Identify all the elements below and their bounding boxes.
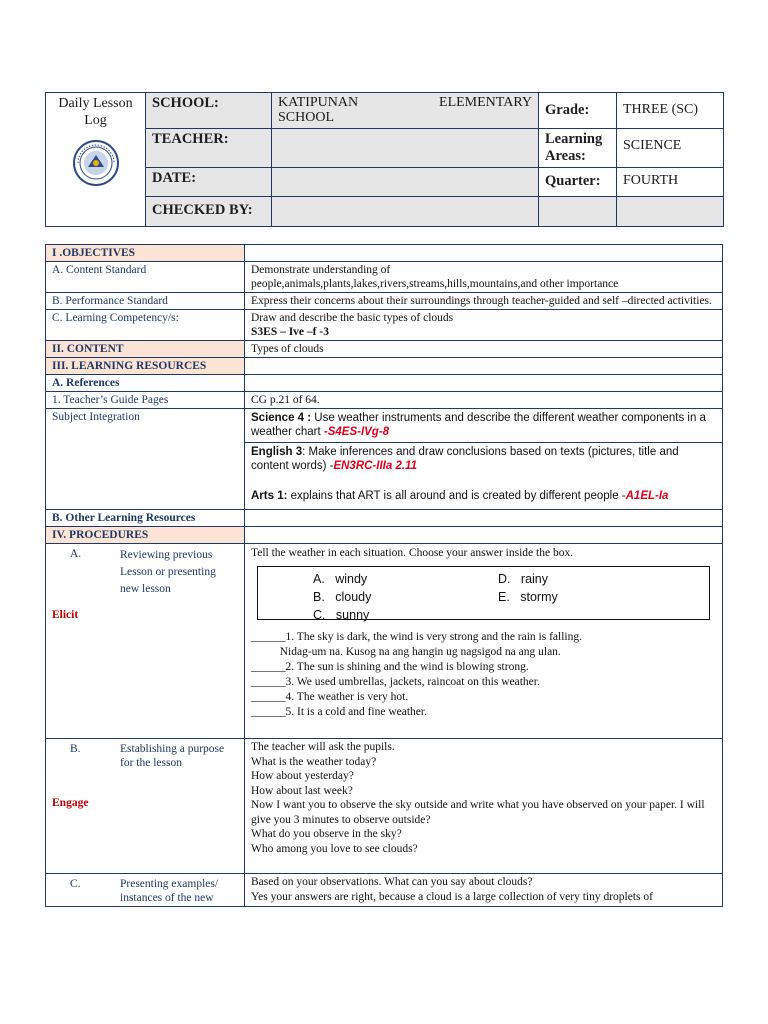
engage-line: What do you observe in the sky? xyxy=(251,828,402,840)
engage-line: How about last week? xyxy=(251,784,353,797)
resources-heading: III. LEARNING RESOURCES xyxy=(46,358,245,375)
elicit-label: Elicit xyxy=(52,609,79,621)
engage-label: Engage xyxy=(52,797,89,809)
learning-areas-value: SCIENCE xyxy=(617,129,724,168)
english-arts-integration: English 3: Make inferences and draw conclusions based on texts (pictures, title and content words) -EN3RC-IIIa 2.11 Arts 1: explains that ART is all around and is created by different people -A1EL-Ia xyxy=(251,446,679,502)
date-value xyxy=(272,168,539,197)
content-standard-label: A. Content Standard xyxy=(46,262,245,293)
tg-pages-label: 1. Teacher’s Guide Pages xyxy=(46,392,245,409)
log-title-cell xyxy=(46,93,146,227)
subject-integration-value xyxy=(245,409,723,510)
competency-code: S3ES – Ive –f -3 xyxy=(251,326,329,338)
deped-seal-icon xyxy=(72,139,120,187)
objectives-blank xyxy=(245,245,723,262)
checked-by-value xyxy=(272,197,539,227)
elicit-items xyxy=(251,630,716,720)
choices-column-2 xyxy=(498,570,558,606)
teacher-label: TEACHER: xyxy=(146,129,272,168)
references-label: A. References xyxy=(46,375,245,392)
explore-line: Based on your observations. What can you say about clouds? xyxy=(251,876,533,888)
quarter-value: FOURTH xyxy=(617,168,724,197)
school-word2: ELEMENTARY xyxy=(439,95,532,110)
choice-item: C. sunny xyxy=(313,608,370,622)
school-word3: SCHOOL xyxy=(278,110,335,125)
quarter-label: Quarter: xyxy=(539,168,617,197)
procedure-a-label: A. Reviewing previous Lesson or presenting new lesson Elicit xyxy=(46,544,245,739)
engage-line: How about yesterday? xyxy=(251,770,354,782)
choice-item: B. cloudy xyxy=(313,590,372,604)
choices-box xyxy=(257,566,710,620)
science-integration: Science 4 : Use weather instruments and describe the different weather components in a weather chart -S4ES-IVg-8 xyxy=(245,409,722,443)
log-title-line2: Log xyxy=(84,113,107,128)
performance-standard-label: B. Performance Standard xyxy=(46,293,245,310)
content-standard-value: Demonstrate understanding of people,animals,plants,lakes,rivers,streams,hills,mountains,and other importance xyxy=(245,262,723,293)
elicit-item: ______4. The weather is very hot. xyxy=(251,691,409,703)
competency-value: Draw and describe the basic types of clouds S3ES – Ive –f -3 xyxy=(245,310,723,341)
choice-item: E. stormy xyxy=(498,590,558,604)
elicit-instruction: Tell the weather in each situation. Choose your answer inside the box. xyxy=(251,547,574,559)
elicit-item: ______3. We used umbrellas, jackets, raincoat on this weather. xyxy=(251,676,540,688)
date-label: DATE: xyxy=(146,168,272,197)
explore-line: Yes your answers are right, because a cloud is a large collection of very tiny droplets of xyxy=(251,890,653,903)
school-word1: KATIPUNAN xyxy=(278,95,359,110)
engage-line: The teacher will ask the pupils. xyxy=(251,741,395,753)
choice-item: D. rainy xyxy=(498,572,549,586)
learning-areas-label: Learning Areas: xyxy=(539,129,617,168)
subject-integration-label: Subject Integration xyxy=(46,409,245,510)
content-heading: II. CONTENT xyxy=(46,341,245,358)
choices-column-1 xyxy=(313,570,371,624)
elicit-item: ______1. The sky is dark, the wind is very strong and the rain is falling. xyxy=(251,631,583,643)
procedure-a-content xyxy=(245,544,723,739)
procedures-heading: IV. PROCEDURES xyxy=(46,527,245,544)
elicit-item: ______2. The sun is shining and the wind is blowing strong. xyxy=(251,661,529,673)
choice-item: A. windy xyxy=(313,572,368,586)
blank-cell-2 xyxy=(617,197,724,227)
grade-value: THREE (SC) xyxy=(617,93,724,129)
elicit-item: ______5. It is a cold and fine weather. xyxy=(251,706,427,718)
english-code: EN3RC-IIIa 2.11 xyxy=(333,460,417,472)
blank-cell-1 xyxy=(539,197,617,227)
content-value: Types of clouds xyxy=(245,341,723,358)
procedure-c-content xyxy=(245,874,723,907)
references-blank xyxy=(245,375,723,392)
procedure-b-content xyxy=(245,739,723,874)
procedure-b-label: B. Establishing a purpose for the lesson Engage xyxy=(46,739,245,874)
resources-blank xyxy=(245,358,723,375)
elicit-item: Nidag-um na. Kusog na ang hangin ug nagsigod na ang ulan. xyxy=(251,646,561,658)
other-resources-blank xyxy=(245,510,723,527)
science-code: -S4ES-IVg-8 xyxy=(323,426,390,438)
competency-label: C. Learning Competency/s: xyxy=(46,310,245,341)
objectives-heading: I .OBJECTIVES xyxy=(46,245,245,262)
grade-label: Grade: xyxy=(539,93,617,129)
checked-by-label: CHECKED BY: xyxy=(146,197,272,227)
tg-pages-value: CG p.21 of 64. xyxy=(245,392,723,409)
engage-line: Who among you love to see clouds? xyxy=(251,842,418,855)
other-resources-label: B. Other Learning Resources xyxy=(46,510,245,527)
log-title-line1: Daily Lesson xyxy=(58,96,133,111)
engage-line: What is the weather today? xyxy=(251,755,377,768)
school-value xyxy=(272,93,539,129)
procedures-blank xyxy=(245,527,723,544)
teacher-value xyxy=(272,129,539,168)
school-label: SCHOOL: xyxy=(146,93,272,129)
header-table xyxy=(45,92,724,227)
arts-code: A1EL-Ia xyxy=(625,490,669,502)
lesson-table xyxy=(45,244,723,907)
performance-standard-value: Express their concerns about their surroundings through teacher-guided and self –directed activities. xyxy=(245,293,723,310)
procedure-c-label: C. Presenting examples/ instances of the new xyxy=(46,874,245,907)
engage-line: Now I want you to observe the sky outside and write what you have observed on your paper. I will give you 3 minutes to observe outside? xyxy=(251,799,708,826)
